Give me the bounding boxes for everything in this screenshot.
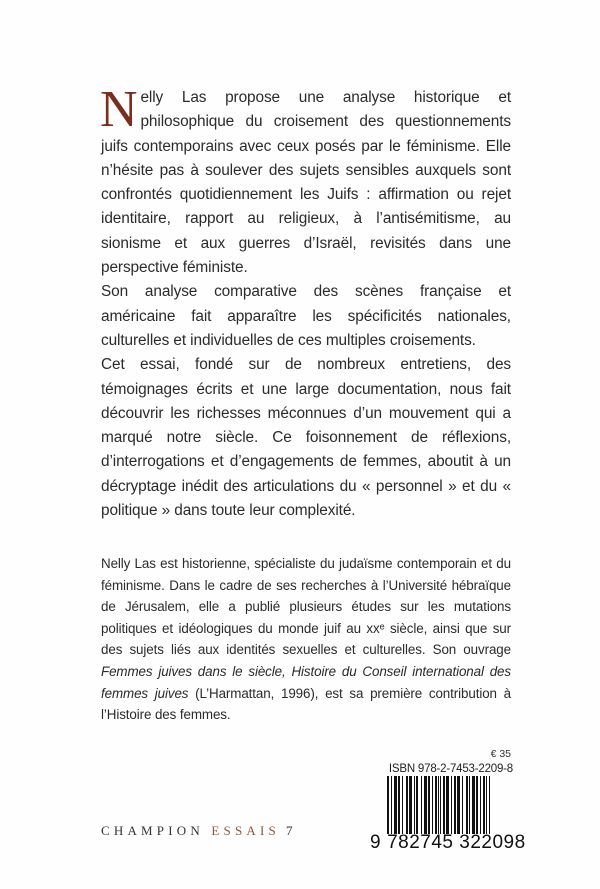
bio-text-end: (L’Harmattan, 1996), est sa première contribution à l’Histoire des femmes. xyxy=(101,685,511,723)
blurb-paragraph-1: Nelly Las propose une analyse historique et philosophique du croisement des questionnements juifs contemporains avec ceux posés par le féminisme. Elle n’hésite pas à soulever des sujets sensibles auxquels sont confrontés quotidiennement les Juifs : affirmation ou rejet identitaire, rapport au religieux, à l’antisémitisme, au sionisme et aux guerres d’Israël, revisités dans une perspective féministe. xyxy=(100,81,511,277)
barcode-group-2: 322098 xyxy=(459,832,526,853)
blurb-text xyxy=(100,81,511,523)
barcode-lead-digit: 9 xyxy=(370,832,382,853)
collection-number: 7 xyxy=(285,823,297,838)
barcode-group-1: 782745 xyxy=(387,832,454,853)
isbn-label: ISBN 978-2-7453-2209-8 xyxy=(388,763,513,775)
blurb-paragraph-2: Son analyse comparative des scènes française et américaine fait apparaître les spécificités nationales, culturelles et individuelles de ces multiples croisements. xyxy=(101,283,511,349)
book-title: Femmes juives dans le siècle, Histoire du Conseil international des femmes juives xyxy=(101,663,511,701)
price-label: € 35 xyxy=(490,748,511,760)
barcode-digits xyxy=(370,832,526,854)
series-imprint xyxy=(101,823,297,839)
blurb-paragraph-3: Cet essai, fondé sur de nombreux entretiens, des témoignages écrits et une large documentation, nous fait découvrir les richesses méconnues d’un mouvement qui a marqué notre siècle. Ce foisonnement de réflexions, d’interrogations et d’engagements de femmes, aboutit à un décryptage inédit des articulations du « personnel » et du « politique » dans toute leur complexité. xyxy=(101,356,511,520)
author-bio xyxy=(101,553,511,726)
bio-text: Nelly Las est historienne, spécialiste du judaïsme contemporain et du féminisme. Dans le cadre de ses recherches à l’Université hébraïque de Jérusalem, elle a publié plusieurs études sur les mutations politiques et idéologiques du monde juif au xxᵉ siècle, ainsi que sur des sujets liés aux identités sexuelles et culturelles. Son ouvrage xyxy=(101,556,511,658)
collection-name: ESSAIS xyxy=(211,823,280,838)
barcode-icon xyxy=(387,776,513,834)
drop-cap: N xyxy=(100,81,138,138)
publisher-name: CHAMPION xyxy=(101,823,204,838)
